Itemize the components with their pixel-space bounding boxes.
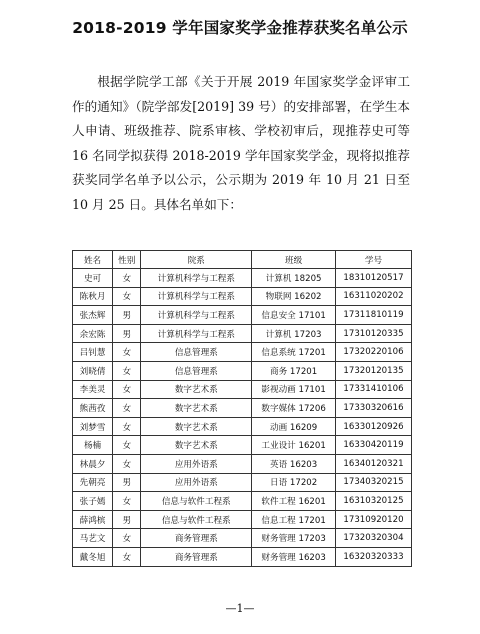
cell-student-id: 17320320304 (335, 529, 411, 548)
header-department: 院系 (141, 251, 252, 269)
cell-class: 影视动画 17101 (252, 380, 336, 399)
header-student-id: 学号 (335, 251, 411, 269)
cell-name: 张杰辉 (73, 306, 113, 325)
table-row (73, 547, 412, 566)
table-row (73, 287, 412, 306)
cell-class: 英语 16203 (252, 454, 336, 473)
cell-student-id: 16330120926 (335, 417, 411, 436)
cell-department: 数字艺术系 (141, 380, 252, 399)
cell-name: 戴冬旭 (73, 547, 113, 566)
cell-student-id: 17310920120 (335, 510, 411, 529)
cell-gender: 女 (113, 547, 141, 566)
cell-student-id: 17331410106 (335, 380, 411, 399)
cell-department: 数字艺术系 (141, 436, 252, 455)
notice-body (72, 70, 410, 217)
table-row (73, 454, 412, 473)
cell-student-id: 16330420119 (335, 436, 411, 455)
table-row (73, 306, 412, 325)
cell-gender: 女 (113, 399, 141, 418)
cell-gender: 女 (113, 454, 141, 473)
cell-name: 先朝亮 (73, 473, 113, 492)
table-row (73, 324, 412, 343)
cell-class: 信息系统 17201 (252, 343, 336, 362)
cell-gender: 女 (113, 529, 141, 548)
page-number: —1— (225, 602, 255, 615)
cell-student-id: 16340120321 (335, 454, 411, 473)
cell-department: 商务管理系 (141, 529, 252, 548)
table-header-row (73, 251, 412, 269)
cell-student-id: 16311020202 (335, 287, 411, 306)
cell-class: 动画 16209 (252, 417, 336, 436)
cell-gender: 男 (113, 306, 141, 325)
cell-gender: 女 (113, 287, 141, 306)
cell-name: 杨楠 (73, 436, 113, 455)
cell-name: 薛鸿槟 (73, 510, 113, 529)
cell-gender: 女 (113, 492, 141, 511)
cell-student-id: 17340320215 (335, 473, 411, 492)
cell-student-id: 16310320125 (335, 492, 411, 511)
header-class: 班级 (252, 251, 336, 269)
cell-name: 余宏陈 (73, 324, 113, 343)
cell-class: 信息安全 17101 (252, 306, 336, 325)
cell-student-id: 17310120335 (335, 324, 411, 343)
cell-department: 计算机科学与工程系 (141, 287, 252, 306)
cell-class: 商务 17201 (252, 361, 336, 380)
cell-class: 物联网 16202 (252, 287, 336, 306)
cell-class: 信息工程 17201 (252, 510, 336, 529)
document-title: 2018-2019 学年国家奖学金推荐获奖名单公示 (72, 19, 408, 37)
cell-department: 应用外语系 (141, 454, 252, 473)
table-row (73, 343, 412, 362)
cell-name: 马艺文 (73, 529, 113, 548)
cell-name: 李美灵 (73, 380, 113, 399)
cell-department: 计算机科学与工程系 (141, 269, 252, 288)
cell-class: 软件工程 16201 (252, 492, 336, 511)
cell-department: 计算机科学与工程系 (141, 324, 252, 343)
cell-gender: 女 (113, 343, 141, 362)
cell-name: 刘晓倩 (73, 361, 113, 380)
cell-gender: 女 (113, 269, 141, 288)
cell-department: 应用外语系 (141, 473, 252, 492)
cell-class: 财务管理 16203 (252, 547, 336, 566)
table-row (73, 361, 412, 380)
table-row (73, 492, 412, 511)
cell-name: 刘梦雪 (73, 417, 113, 436)
cell-department: 信息与软件工程系 (141, 492, 252, 511)
cell-name: 史可 (73, 269, 113, 288)
cell-gender: 女 (113, 380, 141, 399)
cell-name: 陈秋月 (73, 287, 113, 306)
cell-class: 计算机 18205 (252, 269, 336, 288)
cell-department: 信息与软件工程系 (141, 510, 252, 529)
cell-student-id: 18310120517 (335, 269, 411, 288)
cell-gender: 男 (113, 510, 141, 529)
table-row (73, 436, 412, 455)
cell-class: 工业设计 16201 (252, 436, 336, 455)
table-row (73, 473, 412, 492)
cell-department: 数字艺术系 (141, 399, 252, 418)
award-list-table (72, 250, 412, 567)
notice-paragraph: 根据学院学工部《关于开展 2019 年国家奖学金评审工作的通知》（院学部发[2019] 39 号）的安排部署，在学生本人申请、班级推荐、院系审核、学校初审后，现推荐史可等 16 名同学拟获得 2018-2019 学年国家奖学金，现将拟推荐获奖同学名单予以公示，公示期为 2019 年 10 月 21 日至 10 月 25 日。具体名单如下： (72, 74, 410, 212)
cell-student-id: 16320320333 (335, 547, 411, 566)
table-row (73, 510, 412, 529)
cell-gender: 女 (113, 361, 141, 380)
cell-name: 张子嫣 (73, 492, 113, 511)
cell-name: 林晨夕 (73, 454, 113, 473)
cell-student-id: 17320220106 (335, 343, 411, 362)
header-gender: 性别 (113, 251, 141, 269)
cell-name: 吕钊慧 (73, 343, 113, 362)
cell-student-id: 17320120135 (335, 361, 411, 380)
cell-department: 商务管理系 (141, 547, 252, 566)
table-row (73, 269, 412, 288)
table-row (73, 417, 412, 436)
cell-class: 数字媒体 17206 (252, 399, 336, 418)
cell-class: 计算机 17203 (252, 324, 336, 343)
cell-class: 财务管理 17203 (252, 529, 336, 548)
cell-department: 数字艺术系 (141, 417, 252, 436)
cell-gender: 女 (113, 417, 141, 436)
cell-department: 信息管理系 (141, 343, 252, 362)
cell-gender: 女 (113, 436, 141, 455)
cell-student-id: 17311810119 (335, 306, 411, 325)
table-body (73, 269, 412, 567)
header-name: 姓名 (73, 251, 113, 269)
table-row (73, 529, 412, 548)
cell-department: 信息管理系 (141, 361, 252, 380)
table-row (73, 399, 412, 418)
cell-department: 计算机科学与工程系 (141, 306, 252, 325)
cell-gender: 男 (113, 473, 141, 492)
cell-gender: 男 (113, 324, 141, 343)
cell-class: 日语 17202 (252, 473, 336, 492)
cell-student-id: 17330320616 (335, 399, 411, 418)
table-row (73, 380, 412, 399)
cell-name: 熊茜孜 (73, 399, 113, 418)
